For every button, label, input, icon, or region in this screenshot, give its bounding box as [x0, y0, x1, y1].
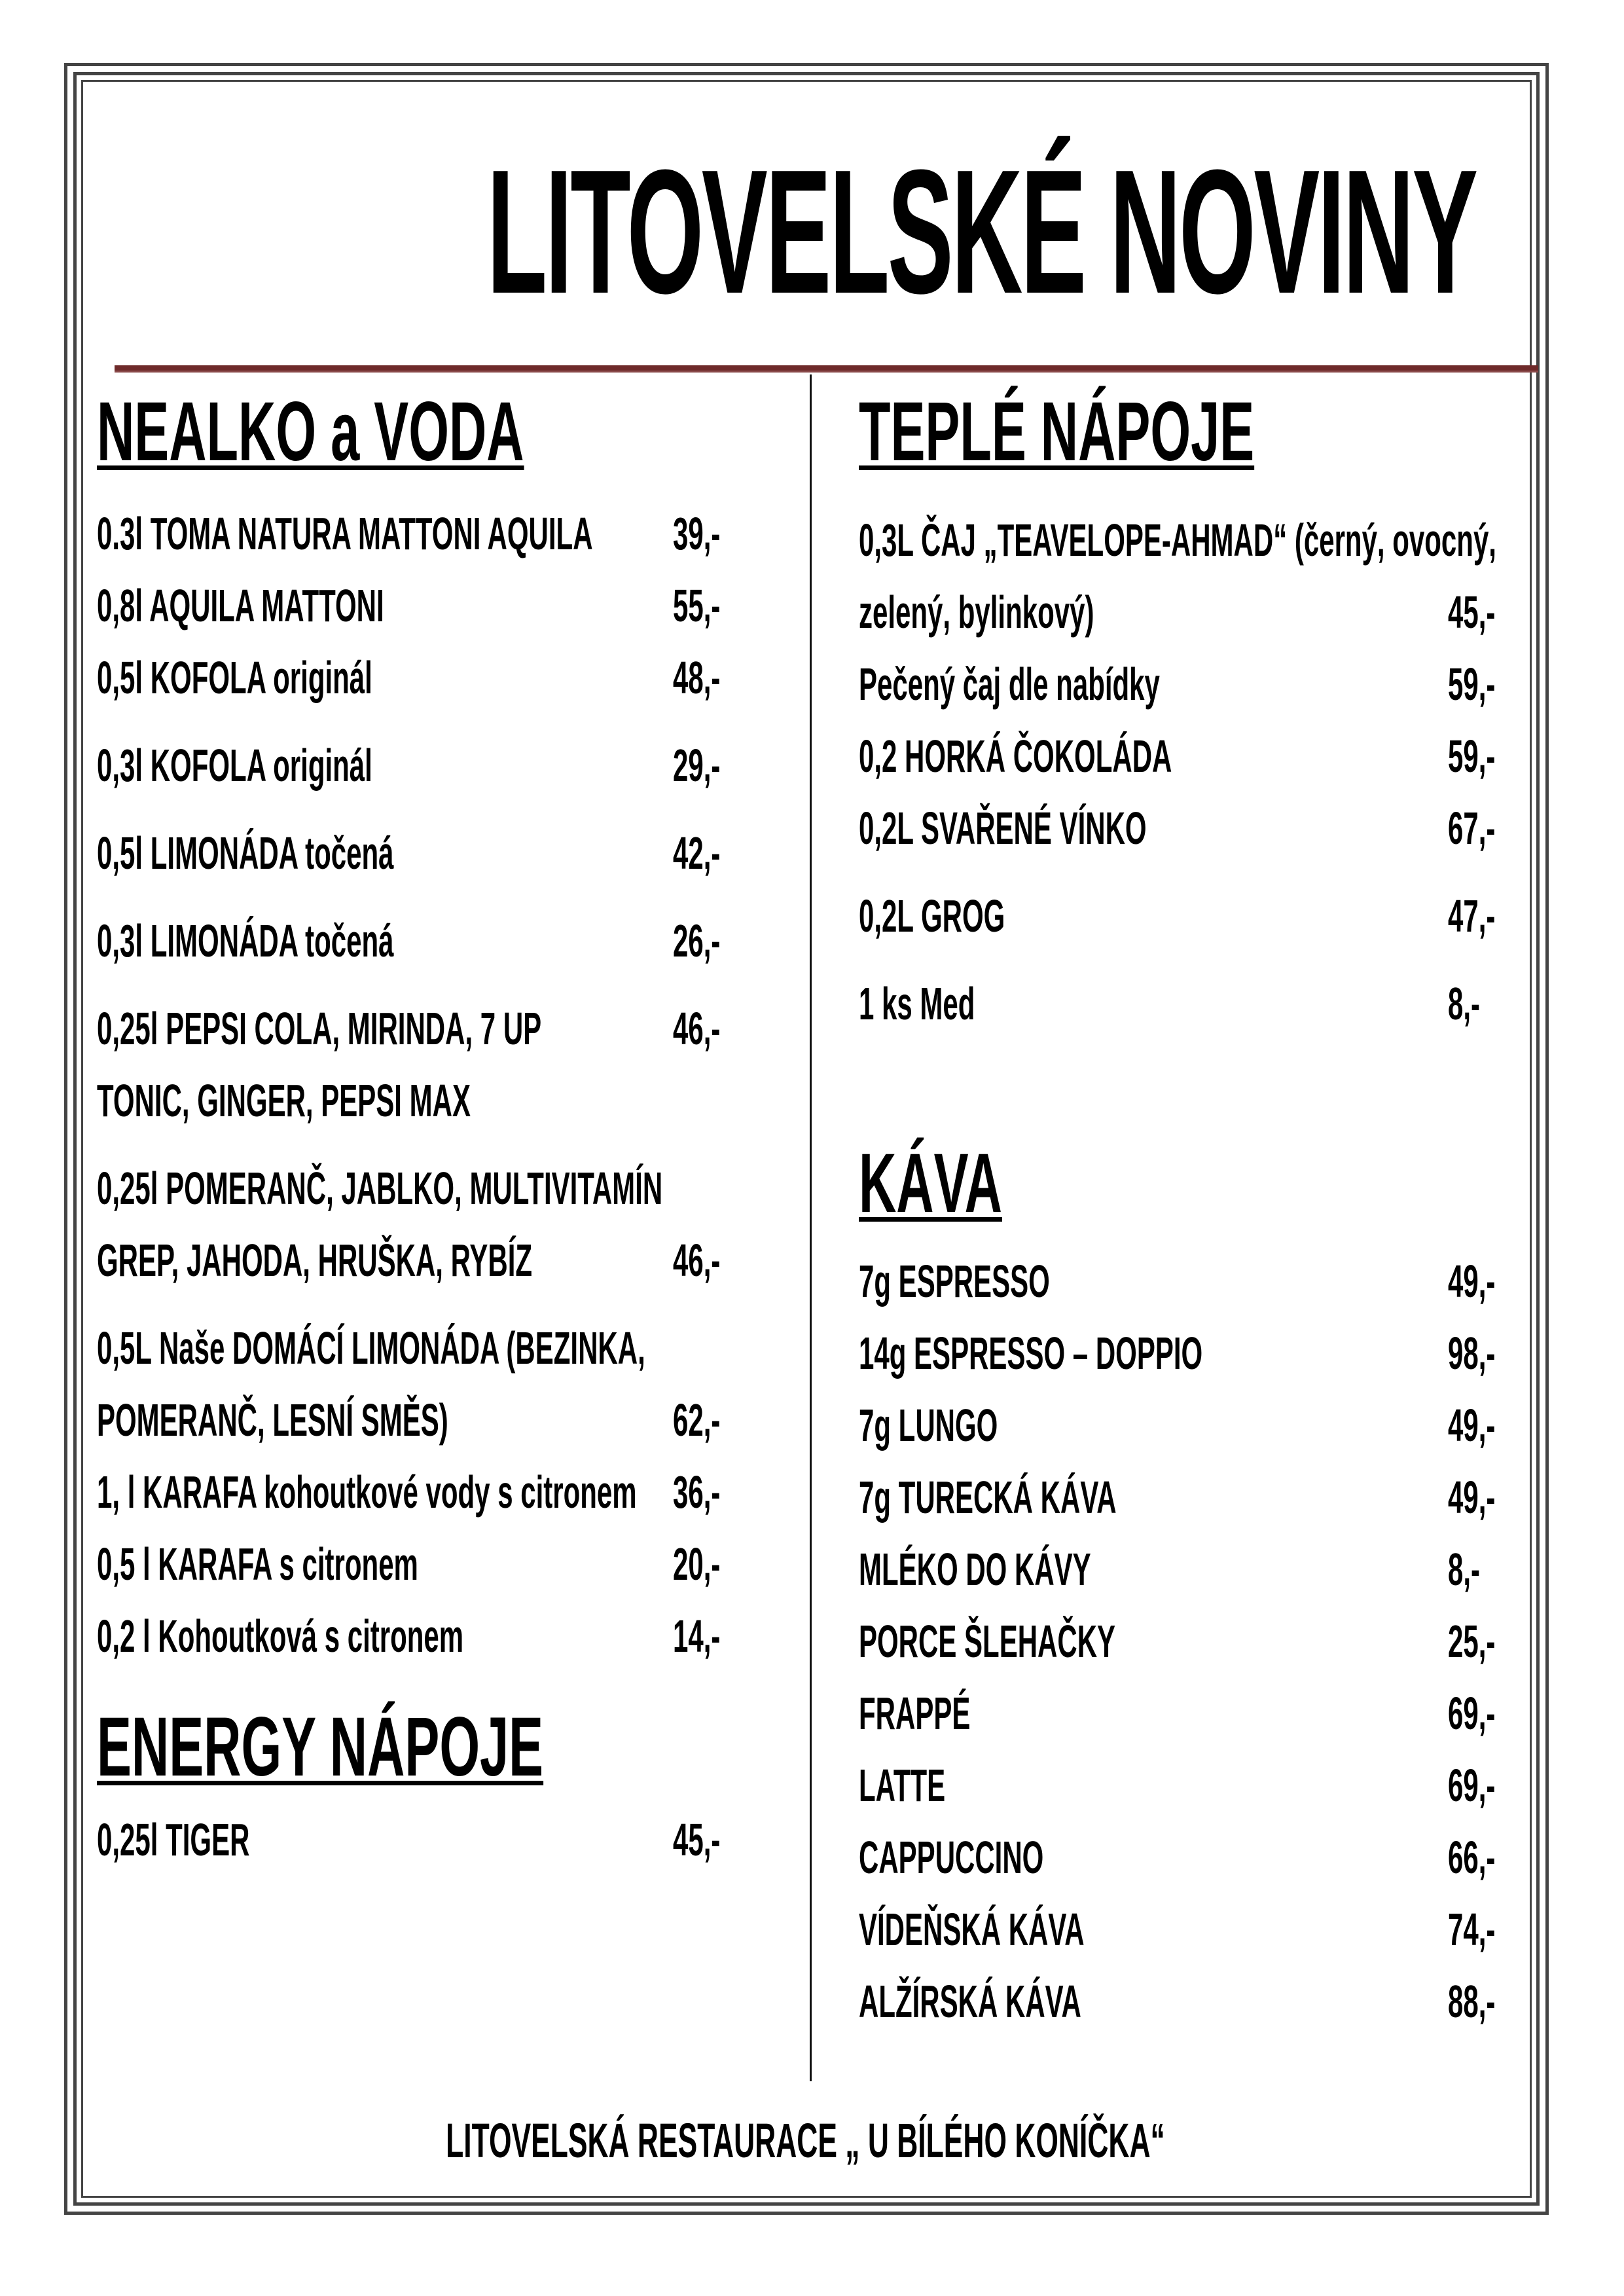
section-energy [97, 1702, 765, 1876]
menu-item: 0,8l AQUILA MATTONI 55,- [97, 580, 721, 631]
menu-item: 0,3l KOFOLA originál 29,- [97, 740, 721, 791]
left-column [97, 386, 765, 1876]
menu-item: 1, l KARAFA kohoutkové vody s citronem 36,- [97, 1467, 721, 1518]
menu-item: 0,2L SVAŘENÉ VÍNKO 67,- [859, 803, 1496, 854]
menu-item: PORCE ŠLEHAČKY 25,- [859, 1616, 1496, 1667]
menu-item: 7g TURECKÁ KÁVA 49,- [859, 1472, 1496, 1523]
menu-item: 0,5l LIMONÁDA točená 42,- [97, 828, 721, 879]
page-title: LITOVELSKÉ NOVINY [486, 134, 1476, 331]
menu-item: 0,25l TIGER 45,- [97, 1814, 721, 1865]
menu-item: 0,3L ČAJ „TEAVELOPE-AHMAD“ (černý, ovocný, zelený, bylinkový) 45,- [859, 515, 1496, 638]
column-divider [810, 374, 812, 2081]
menu-item: 0,5 l KARAFA s citronem 20,- [97, 1539, 721, 1590]
menu-item: 0.3l TOMA NATURA MATTONI AQUILA 39,- [97, 508, 721, 559]
menu-item: CAPPUCCINO 66,- [859, 1832, 1496, 1883]
title-rule [115, 365, 1538, 373]
menu-item: MLÉKO DO KÁVY 8,- [859, 1544, 1481, 1595]
menu-item: 0,2L GROG 47,- [859, 890, 1496, 941]
menu-item: 7g LUNGO 49,- [859, 1400, 1496, 1451]
menu-item: 0,5l KOFOLA originál 48,- [97, 652, 721, 703]
menu-item: 0,25l POMERANČ, JABLKO, MULTIVITAMÍN GREP, JAHODA, HRUŠKA, RYBÍZ 46,- [97, 1163, 721, 1286]
menu-item: 7g ESPRESSO 49,- [859, 1256, 1496, 1307]
menu-item: VÍDEŇSKÁ KÁVA 74,- [859, 1904, 1496, 1955]
menu-item: 14g ESPRESSO – DOPPIO 98,- [859, 1328, 1496, 1379]
footer-restaurant-name: LITOVELSKÁ RESTAURACE „ U BÍLÉHO KONÍČKA“ [445, 2113, 1165, 2168]
right-column [859, 386, 1513, 2037]
menu-item: ALŽÍRSKÁ KÁVA 88,- [859, 1976, 1496, 2027]
section-heading-kava: KÁVA [859, 1137, 1002, 1230]
section-nealko [97, 386, 765, 1672]
menu-item: LATTE 69,- [859, 1760, 1496, 1811]
section-kava [859, 1138, 1513, 2037]
menu-item: Pečený čaj dle nabídky 59,- [859, 659, 1496, 710]
menu-item: FRAPPÉ 69,- [859, 1688, 1496, 1739]
section-heading-energy: ENERGY NÁPOJE [97, 1700, 544, 1794]
section-heading-nealko: NEALKO a VODA [97, 385, 524, 479]
menu-item: 0,3l LIMONÁDA točená 26,- [97, 915, 721, 966]
menu-item: 0,2 HORKÁ ČOKOLÁDA 59,- [859, 731, 1496, 782]
menu-item: 0,2 l Kohoutková s citronem 14,- [97, 1611, 721, 1662]
menu-item: 1 ks Med 8,- [859, 978, 1481, 1029]
section-teple [859, 386, 1513, 1040]
menu-item: 0,25l PEPSI COLA, MIRINDA, 7 UP 46,- TONIC, GINGER, PEPSI MAX [97, 1003, 721, 1126]
menu-item: 0,5L Naše DOMÁCÍ LIMONÁDA (BEZINKA, POMERANČ, LESNÍ SMĚS) 62,- [97, 1322, 721, 1446]
section-heading-teple: TEPLÉ NÁPOJE [859, 385, 1255, 479]
